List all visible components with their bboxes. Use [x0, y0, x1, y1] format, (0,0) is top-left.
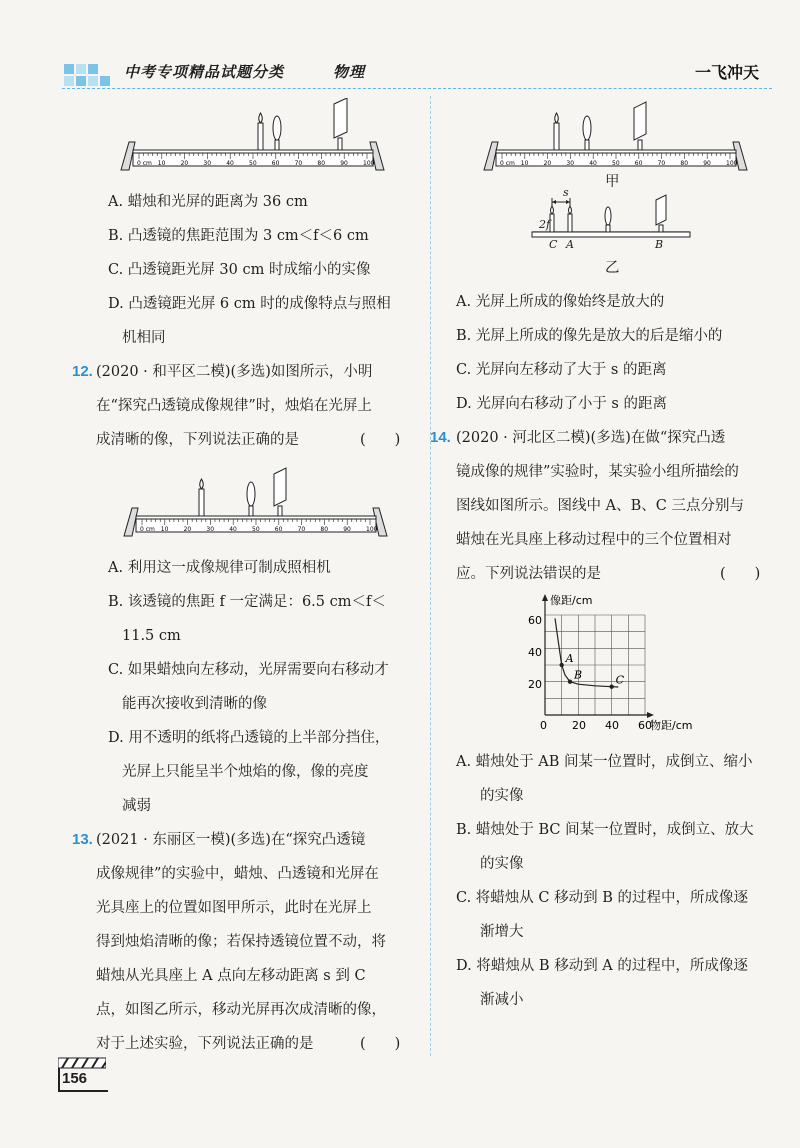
label-B: B	[655, 238, 664, 251]
scale-tick-label: 30	[203, 160, 212, 167]
scale-tick-label: 60	[274, 526, 283, 533]
graph-point-B	[568, 679, 572, 683]
scale-tick-label: 50	[249, 160, 257, 167]
optical-bench-q11	[115, 98, 390, 178]
q12-option-d: D. 用不透明的纸将凸透镜的上半部分挡住，	[108, 730, 390, 746]
q13-stem-4: 得到烛焰清晰的像；若保持透镜位置不动，将	[96, 934, 386, 950]
figure-label-jia: 甲	[605, 174, 620, 190]
candle-icon	[568, 206, 572, 232]
optical-bench-q12	[118, 464, 393, 544]
y-tick-label: 40	[528, 646, 542, 659]
scale-tick-label: 10	[160, 526, 169, 533]
q12-option-c-cont: 能再次接收到清晰的像	[122, 696, 267, 712]
scale-tick-label: 100	[366, 526, 378, 533]
q13-stem-7: 对于上述实验，下列说法正确的是	[96, 1036, 314, 1052]
scale-tick-label: 90	[340, 160, 348, 167]
label-A: A	[566, 238, 574, 251]
x-tick-label: 20	[572, 719, 586, 732]
q14-stem-4: 蜡烛在光具座上移动过程中的三个位置相对	[456, 532, 732, 548]
scale-tick-label: 80	[317, 160, 326, 167]
q11-option-d-cont: 机相同	[122, 330, 166, 346]
graph-point-label: C	[615, 673, 625, 687]
graph-xlabel: 物距/cm	[650, 719, 693, 732]
q12-option-b: B. 该透镜的焦距 f 一定满足：6.5 cm＜f＜	[108, 594, 386, 610]
image-distance-graph	[520, 590, 710, 740]
q11-option-c: C. 凸透镜距光屏 30 cm 时成缩小的实像	[108, 262, 371, 278]
page-number: 156	[62, 1070, 88, 1087]
lens-icon	[583, 116, 591, 150]
q14-stem-2: 镜成像的规律”实验时，某实验小组所描绘的	[456, 464, 739, 480]
column-divider	[430, 96, 431, 1056]
scale-tick-label: 100	[363, 160, 375, 167]
y-tick-label: 60	[528, 614, 542, 627]
q12-answer-paren: ( )	[360, 432, 401, 448]
candle-icon	[199, 479, 204, 516]
scale-tick-label: 40	[226, 160, 234, 167]
scale-tick-label: 70	[294, 160, 303, 167]
scale-tick-label: 40	[589, 160, 597, 167]
header-subject: 物理	[333, 63, 366, 81]
label-C: C	[549, 238, 558, 251]
q14-option-c: C. 将蜡烛从 C 移动到 B 的过程中，所成像逐	[456, 890, 748, 906]
q14-stem-3: 图线如图所示。图线中 A、B、C 三点分别与	[456, 498, 744, 514]
q12-stem-3: 成清晰的像，下列说法正确的是	[96, 432, 299, 448]
lens-icon	[247, 482, 255, 516]
q12-stem-1: (2020 · 和平区二模)(多选)如图所示，小明	[96, 364, 373, 380]
q12-option-a: A. 利用这一成像规律可制成照相机	[108, 560, 331, 576]
graph-curve	[555, 618, 618, 687]
q12-number: 12.	[72, 363, 93, 380]
screen-icon	[634, 102, 646, 150]
scale-tick-label: 70	[297, 526, 306, 533]
q11-option-d: D. 凸透镜距光屏 6 cm 时的成像特点与照相	[108, 296, 391, 312]
scale-tick-label: 20	[183, 526, 192, 533]
q13-option-c: C. 光屏向左移动了大于 s 的距离	[456, 362, 667, 378]
screen-icon	[274, 468, 286, 516]
lens-icon	[605, 207, 611, 232]
q14-number: 14.	[430, 429, 451, 446]
scale-tick-label: 100	[726, 160, 738, 167]
q12-option-d-cont: 光屏上只能呈半个烛焰的像，像的亮度	[122, 764, 369, 780]
candle-icon	[550, 206, 554, 232]
q14-option-a-cont: 的实像	[480, 788, 524, 804]
graph-point-label: A	[565, 652, 574, 665]
q13-option-d: D. 光屏向右移动了小于 s 的距离	[456, 396, 667, 412]
x-tick-label: 40	[605, 719, 619, 732]
q13-stem-5: 蜡烛从光具座上 A 点向左移动距离 s 到 C	[96, 968, 366, 984]
y-tick-label: 20	[528, 678, 542, 691]
x-axis-arrow	[647, 712, 654, 718]
scale-tick-label: 10	[157, 160, 166, 167]
q14-option-b-cont: 的实像	[480, 856, 524, 872]
q13-answer-paren: ( )	[360, 1036, 401, 1052]
q14-option-b: B. 蜡烛处于 BC 间某一位置时，成倒立、放大	[456, 822, 754, 838]
q12-option-c: C. 如果蜡烛向左移动，光屏需要向右移动才	[108, 662, 389, 678]
q14-stem-5: 应。下列说法错误的是	[456, 566, 601, 582]
y-axis-arrow	[542, 594, 548, 601]
q13-option-a: A. 光屏上所成的像始终是放大的	[456, 294, 665, 310]
page-number-frame	[58, 1068, 108, 1092]
q14-answer-paren: ( )	[720, 566, 761, 582]
header-rule	[62, 88, 772, 89]
header-decoration	[62, 56, 122, 92]
scale-tick-label: 10	[520, 160, 529, 167]
graph-point-A	[559, 663, 563, 667]
scale-tick-label: 80	[680, 160, 689, 167]
q11-option-a: A. 蜡烛和光屏的距离为 36 cm	[108, 194, 308, 210]
scale-tick-label: 30	[566, 160, 575, 167]
scale-tick-label: 30	[206, 526, 215, 533]
q14-option-c-cont: 渐增大	[480, 924, 524, 940]
screen-icon	[656, 195, 666, 232]
q14-option-d: D. 将蜡烛从 B 移动到 A 的过程中，所成像逐	[456, 958, 748, 974]
graph-point-C	[609, 684, 613, 688]
scale-tick-label: 60	[271, 160, 280, 167]
q13-stem-1: (2021 · 东丽区一模)(多选)在“探究凸透镜	[96, 832, 366, 848]
q12-stem-2: 在“探究凸透镜成像规律”时，烛焰在光屏上	[96, 398, 372, 414]
figure-label-yi: 乙	[605, 260, 620, 276]
scale-tick-label: 20	[180, 160, 189, 167]
q11-option-b: B. 凸透镜的焦距范围为 3 cm＜f＜6 cm	[108, 228, 369, 244]
scale-tick-label: 50	[252, 526, 260, 533]
q13-stem-6: 点，如图乙所示，移动光屏再次成清晰的像，	[96, 1002, 386, 1018]
q12-option-d-cont2: 减弱	[122, 798, 151, 814]
q13-option-b: B. 光屏上所成的像先是放大的后是缩小的	[456, 328, 723, 344]
q14-stem-1: (2020 · 河北区二模)(多选)在做“探究凸透	[456, 430, 726, 446]
lens-icon	[273, 116, 281, 150]
scale-tick-label: 0 cm	[140, 526, 155, 533]
scale-tick-label: 40	[229, 526, 237, 533]
scale-tick-label: 50	[612, 160, 620, 167]
q12-option-b-cont: 11.5 cm	[122, 628, 181, 644]
label-s: s	[563, 186, 569, 199]
x-tick-label: 60	[638, 719, 652, 732]
scale-tick-label: 90	[343, 526, 351, 533]
scale-tick-label: 90	[703, 160, 711, 167]
candle-icon	[258, 113, 263, 150]
graph-ylabel: 像距/cm	[550, 594, 593, 607]
scale-tick-label: 80	[320, 526, 329, 533]
scale-tick-label: 70	[657, 160, 666, 167]
scale-tick-label: 60	[634, 160, 643, 167]
q13-stem-3: 光具座上的位置如图甲所示，此时在光屏上	[96, 900, 372, 916]
brand-logo: 一飞冲天	[695, 63, 760, 82]
q13-number: 13.	[72, 831, 93, 848]
optical-bench-q13-jia	[478, 98, 753, 178]
scale-tick-label: 20	[543, 160, 552, 167]
screen-icon	[334, 98, 347, 150]
header-title: 中考专项精品试题分类	[124, 63, 285, 81]
candle-icon	[554, 113, 559, 150]
graph-origin: 0	[540, 719, 547, 732]
q13-stem-2: 成像规律”的实验中，蜡烛、凸透镜和光屏在	[96, 866, 379, 882]
scale-tick-label: 0 cm	[500, 160, 515, 167]
scale-tick-label: 0 cm	[137, 160, 152, 167]
q14-option-a: A. 蜡烛处于 AB 间某一位置时，成倒立、缩小	[456, 754, 753, 770]
label-2f: 2f	[539, 218, 551, 231]
graph-point-label: B	[574, 668, 583, 682]
q14-option-d-cont: 渐减小	[480, 992, 524, 1008]
